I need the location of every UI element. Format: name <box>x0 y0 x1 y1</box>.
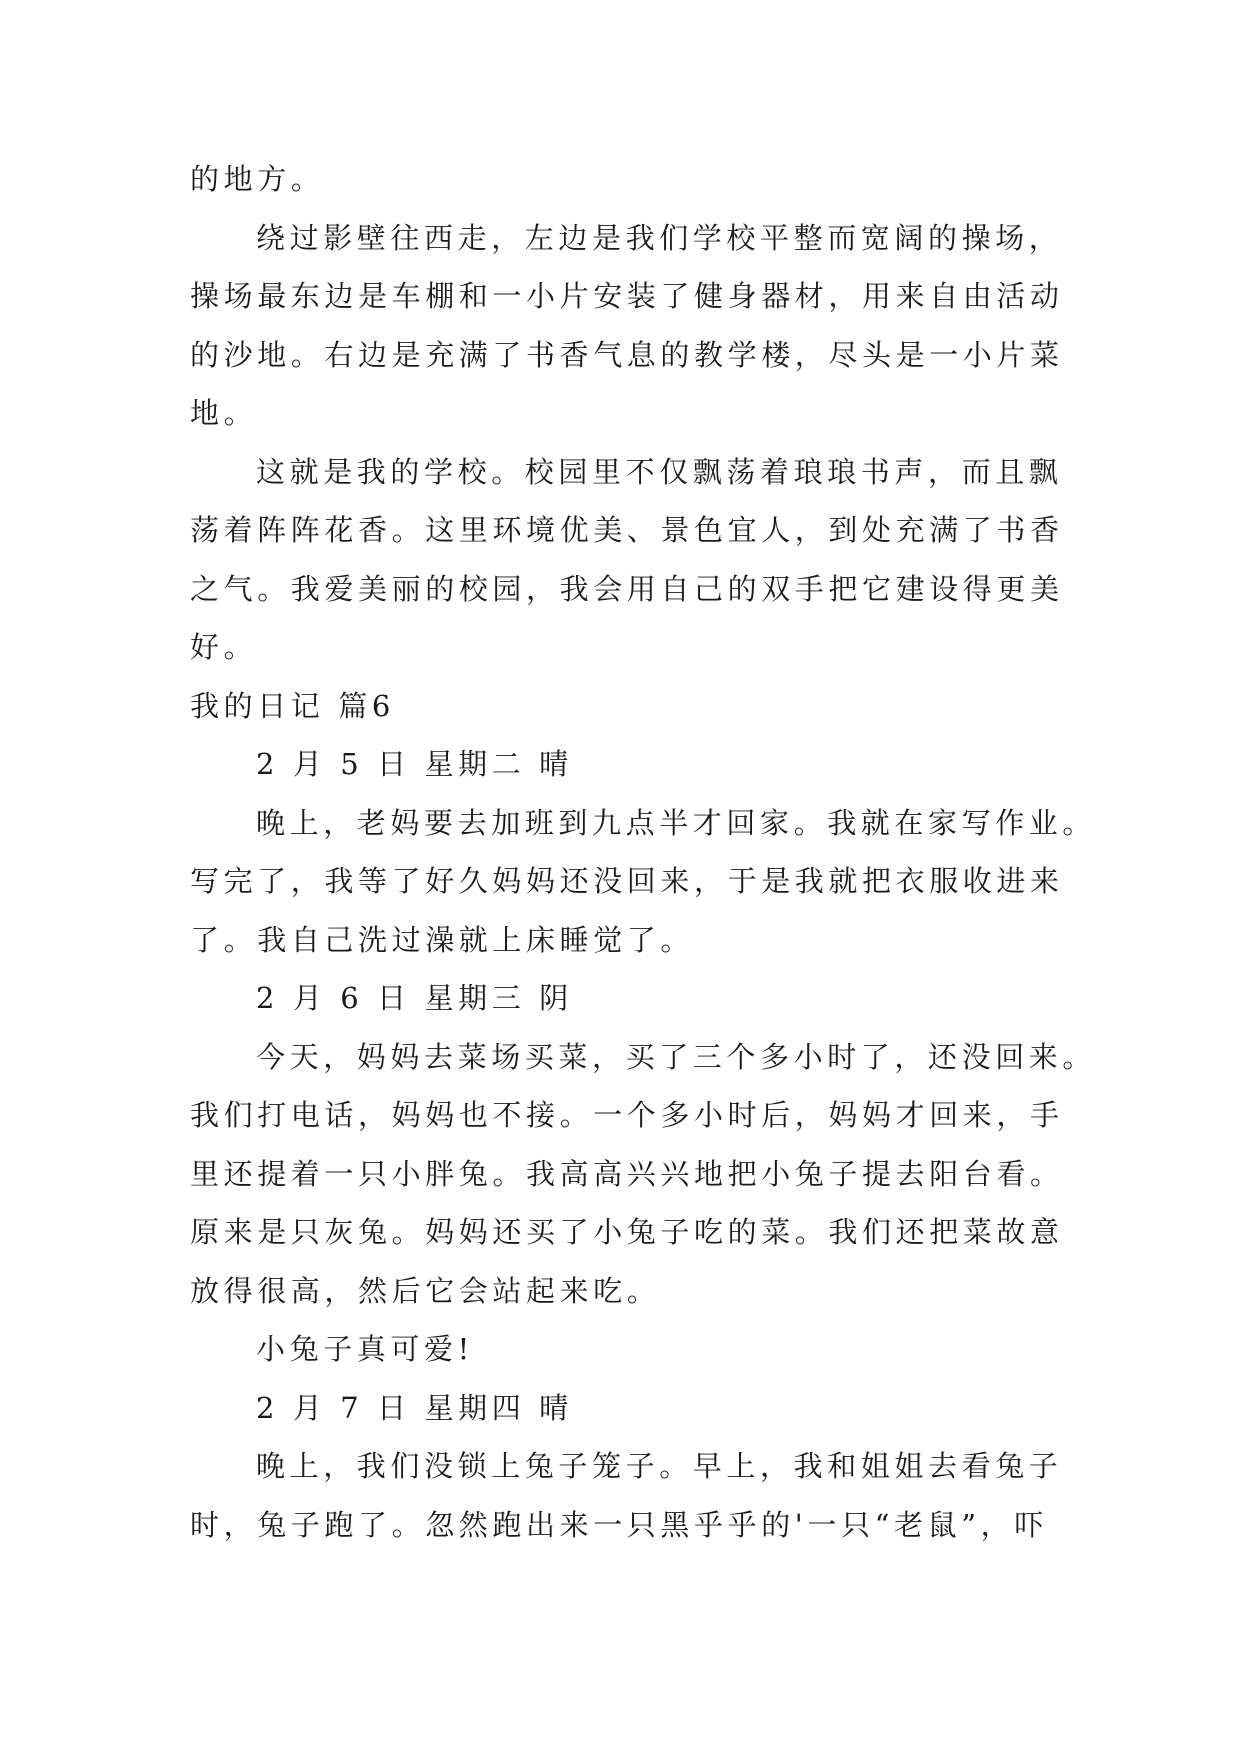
text-line: 荡着阵阵花香。这里环境优美、景色宜人，到处充满了书香 <box>190 513 1064 547</box>
diary-date: 2 月 6 日 星期三 阴 <box>256 981 573 1015</box>
text-line: 了。我自己洗过澡就上床睡觉了。 <box>190 922 695 957</box>
paragraph-start: 晚上，我们没锁上兔子笼子。早上，我和姐姐去看兔子 <box>256 1449 1063 1483</box>
diary-date: 2 月 5 日 星期二 晴 <box>256 747 573 781</box>
section-heading: 我的日记 篇6 <box>190 688 395 723</box>
text-line: 原来是只灰兔。妈妈还买了小兔子吃的菜。我们还把菜故意 <box>190 1215 1064 1249</box>
paragraph-start: 今天，妈妈去菜场买菜，买了三个多小时了，还没回来。 <box>256 1039 1097 1074</box>
text-line: 放得很高，然后它会站起来吃。 <box>190 1273 661 1308</box>
text-line: 之气。我爱美丽的校园，我会用自己的双手把它建设得更美 <box>190 571 1064 606</box>
paragraph-start: 绕过影壁往西走，左边是我们学校平整而宽阔的操场， <box>256 220 1063 255</box>
paragraph-start: 小兔子真可爱! <box>256 1332 474 1366</box>
text-line: 的地方。 <box>190 162 325 196</box>
diary-date: 2 月 7 日 星期四 晴 <box>256 1390 573 1425</box>
text-line: 操场最东边是车棚和一小片安装了健身器材，用来自由活动 <box>190 279 1064 313</box>
paragraph-start: 晚上，老妈要去加班到九点半才回家。我就在家写作业。 <box>256 805 1097 840</box>
text-line: 好。 <box>190 630 258 664</box>
text-line: 里还提着一只小胖兔。我高高兴兴地把小兔子提去阳台看。 <box>190 1156 1064 1191</box>
text-line: 我们打电话，妈妈也不接。一个多小时后，妈妈才回来，手 <box>190 1098 1064 1132</box>
document-page <box>190 150 1097 1554</box>
paragraph-start: 这就是我的学校。校园里不仅飘荡着琅琅书声，而且飘 <box>256 454 1063 489</box>
text-line: 地。 <box>190 396 258 430</box>
text-line: 写完了，我等了好久妈妈还没回来，于是我就把衣服收进来 <box>190 864 1064 898</box>
text-line: 时，兔子跑了。忽然跑出来一只黑乎乎的'一只“老鼠”，吓 <box>190 1507 1048 1542</box>
text-line: 的沙地。右边是充满了书香气息的教学楼，尽头是一小片菜 <box>190 337 1064 372</box>
